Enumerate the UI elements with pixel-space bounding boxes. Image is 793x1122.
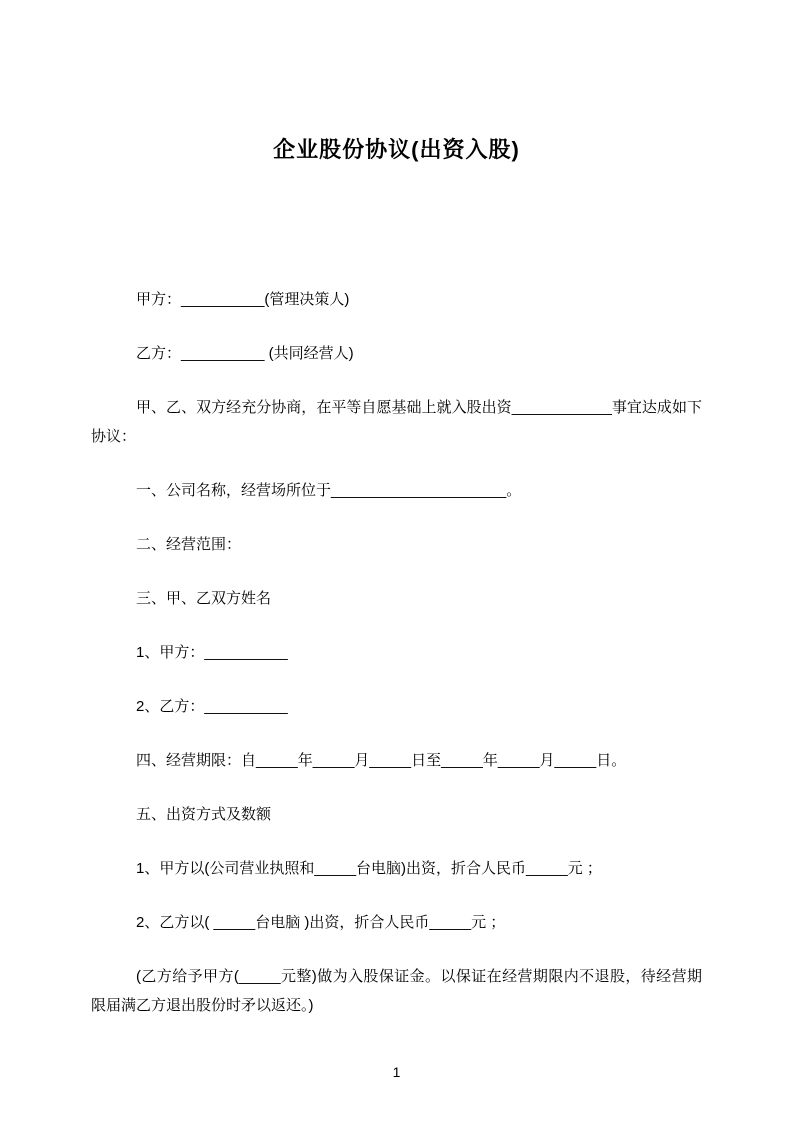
clause-business-scope: 二、经营范围： — [136, 536, 242, 553]
document-title: 企业股份协议(出资入股) — [273, 137, 520, 162]
clause-operating-term: 四、经营期限：自_____年_____月_____日至_____年_____月_____日。 — [136, 752, 627, 769]
clause-party-b-name-blank: 2、乙方：__________ — [136, 698, 288, 715]
party-a-line: 甲方：__________(管理决策人) — [136, 291, 350, 308]
clause-deposit-note: (乙方给予甲方(_____元整)做为入股保证金。以保证在经营期限内不退股，待经营期限届满乙方退出股份时矛以返还。) — [91, 968, 702, 1014]
intro-paragraph: 甲、乙、双方经充分协商，在平等自愿基础上就入股出资____________事宜达成如下协议： — [91, 399, 702, 445]
clause-party-b-contribution: 2、乙方以( _____台电脑 )出资，折合人民币_____元 ； — [136, 914, 506, 931]
party-b-line: 乙方：__________ (共同经营人) — [136, 345, 354, 362]
clause-party-a-name-blank: 1、甲方：__________ — [136, 644, 288, 661]
page-number: 1 — [392, 1064, 401, 1080]
clause-company-name: 一、公司名称，经营场所位于_____________________。 — [136, 482, 522, 499]
clause-party-a-contribution: 1、甲方以(公司营业执照和_____台电脑)出资，折合人民币_____元 ； — [136, 860, 602, 877]
clause-party-names-heading: 三、甲、乙双方姓名 — [136, 590, 272, 607]
clause-contribution-heading: 五、出资方式及数额 — [136, 806, 272, 823]
